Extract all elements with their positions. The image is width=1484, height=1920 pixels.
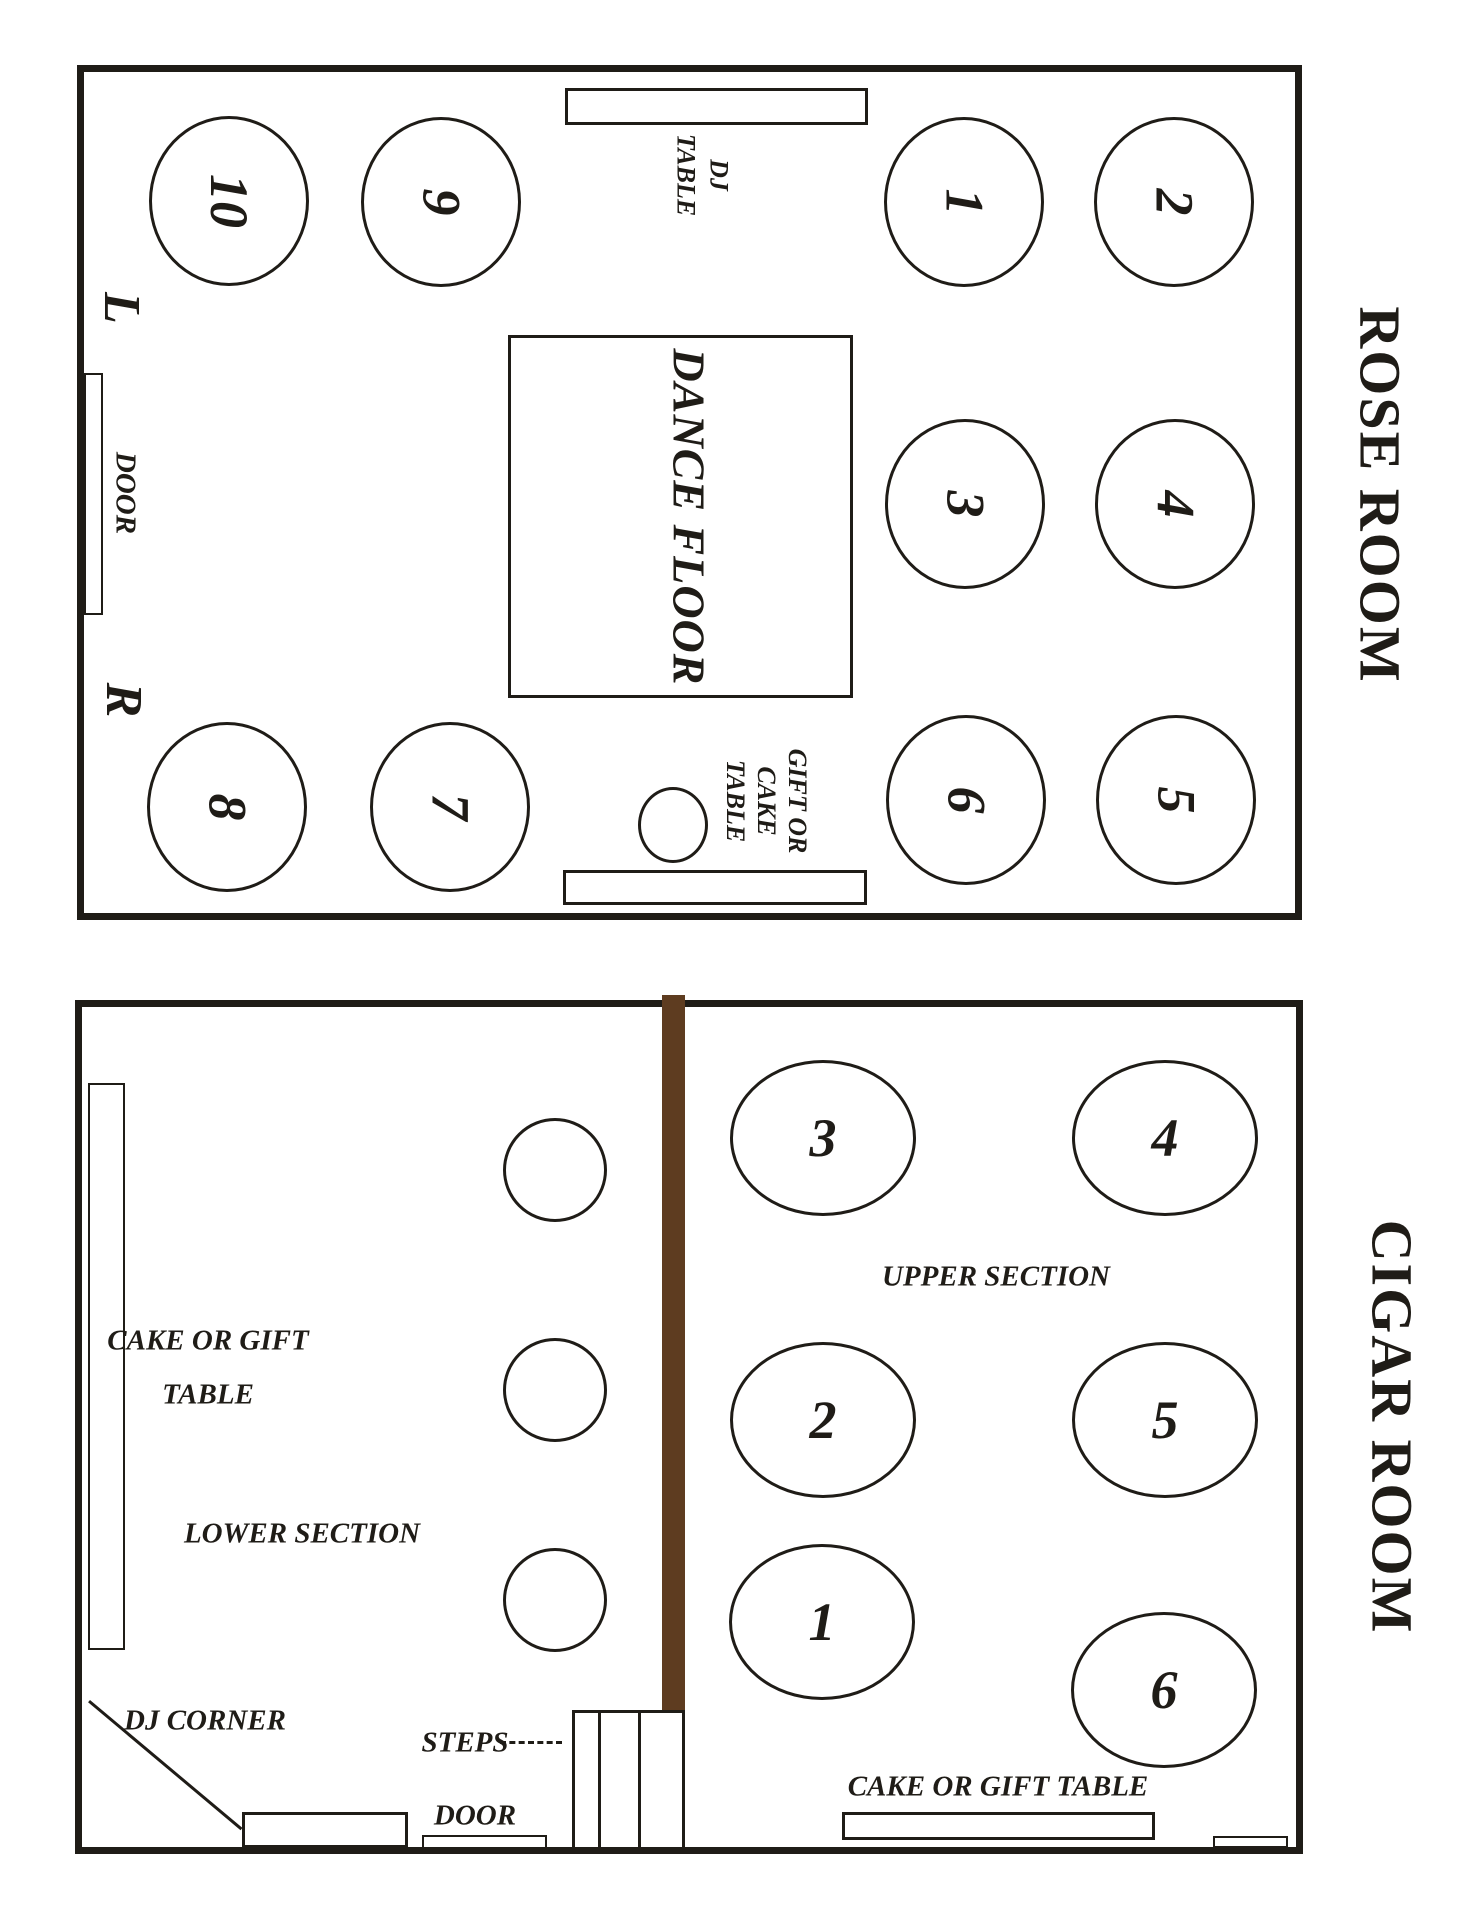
cigar-door-marker — [422, 1835, 547, 1849]
rose-table-6: 6 — [886, 715, 1046, 885]
small-table-3 — [503, 1548, 607, 1652]
cigar-table-5: 5 — [1072, 1342, 1258, 1498]
rose-left-mark: L — [92, 292, 150, 324]
small-table-1 — [503, 1118, 607, 1222]
dj-corner-label: DJ CORNER — [124, 1704, 286, 1737]
small-table-2 — [503, 1338, 607, 1442]
cigar-table-3: 3 — [730, 1060, 916, 1216]
rose-table-5: 5 — [1096, 715, 1256, 885]
rose-door-label: DOOR — [109, 451, 142, 535]
cigar-table-4: 4 — [1072, 1060, 1258, 1216]
cigar-table-6: 6 — [1071, 1612, 1257, 1768]
rose-table-1: 1 — [884, 117, 1044, 287]
rose-table-8: 8 — [147, 722, 307, 892]
dance-floor-label: DANCE FLOOR — [663, 348, 715, 686]
rose-gift-cake-label: GIFT OR CAKE TABLE — [720, 748, 812, 854]
rose-right-mark: R — [94, 682, 152, 718]
cigar-door-label: DOOR — [433, 1799, 517, 1832]
rose-dj-table — [565, 88, 868, 125]
cigar-room-title: CIGAR ROOM — [1359, 1219, 1425, 1635]
cigar-corner-door-marker — [1213, 1836, 1288, 1848]
rose-table-2: 2 — [1094, 117, 1254, 287]
lower-section-label: LOWER SECTION — [183, 1517, 421, 1550]
steps-pointer-line — [500, 1741, 562, 1744]
cigar-bottom-table — [842, 1812, 1155, 1840]
steps — [572, 1710, 685, 1847]
rose-gift-cake-table — [638, 787, 708, 863]
rose-table-4: 4 — [1095, 419, 1255, 589]
rose-table-9: 9 — [361, 117, 521, 287]
rose-table-10: 10 — [149, 116, 309, 286]
steps-label: STEPS — [421, 1726, 509, 1759]
cigar-cake-gift-label: CAKE OR GIFT TABLE — [107, 1324, 309, 1410]
rose-dj-table-label: DJ TABLE — [672, 133, 734, 217]
rose-table-7: 7 — [370, 722, 530, 892]
cigar-table-2: 2 — [730, 1342, 916, 1498]
cigar-bottom-table-label: CAKE OR GIFT TABLE — [847, 1770, 1149, 1803]
step-divider — [598, 1712, 601, 1847]
rose-table-3: 3 — [885, 419, 1045, 589]
rose-bottom-table — [563, 870, 867, 905]
rose-door-marker — [84, 373, 103, 615]
cigar-table-1: 1 — [729, 1544, 915, 1700]
rose-room-title: ROSE ROOM — [1347, 306, 1413, 684]
upper-section-label: UPPER SECTION — [881, 1260, 1111, 1293]
dj-corner-table — [242, 1812, 408, 1848]
divider-wall — [662, 995, 685, 1710]
step-divider — [638, 1712, 641, 1847]
